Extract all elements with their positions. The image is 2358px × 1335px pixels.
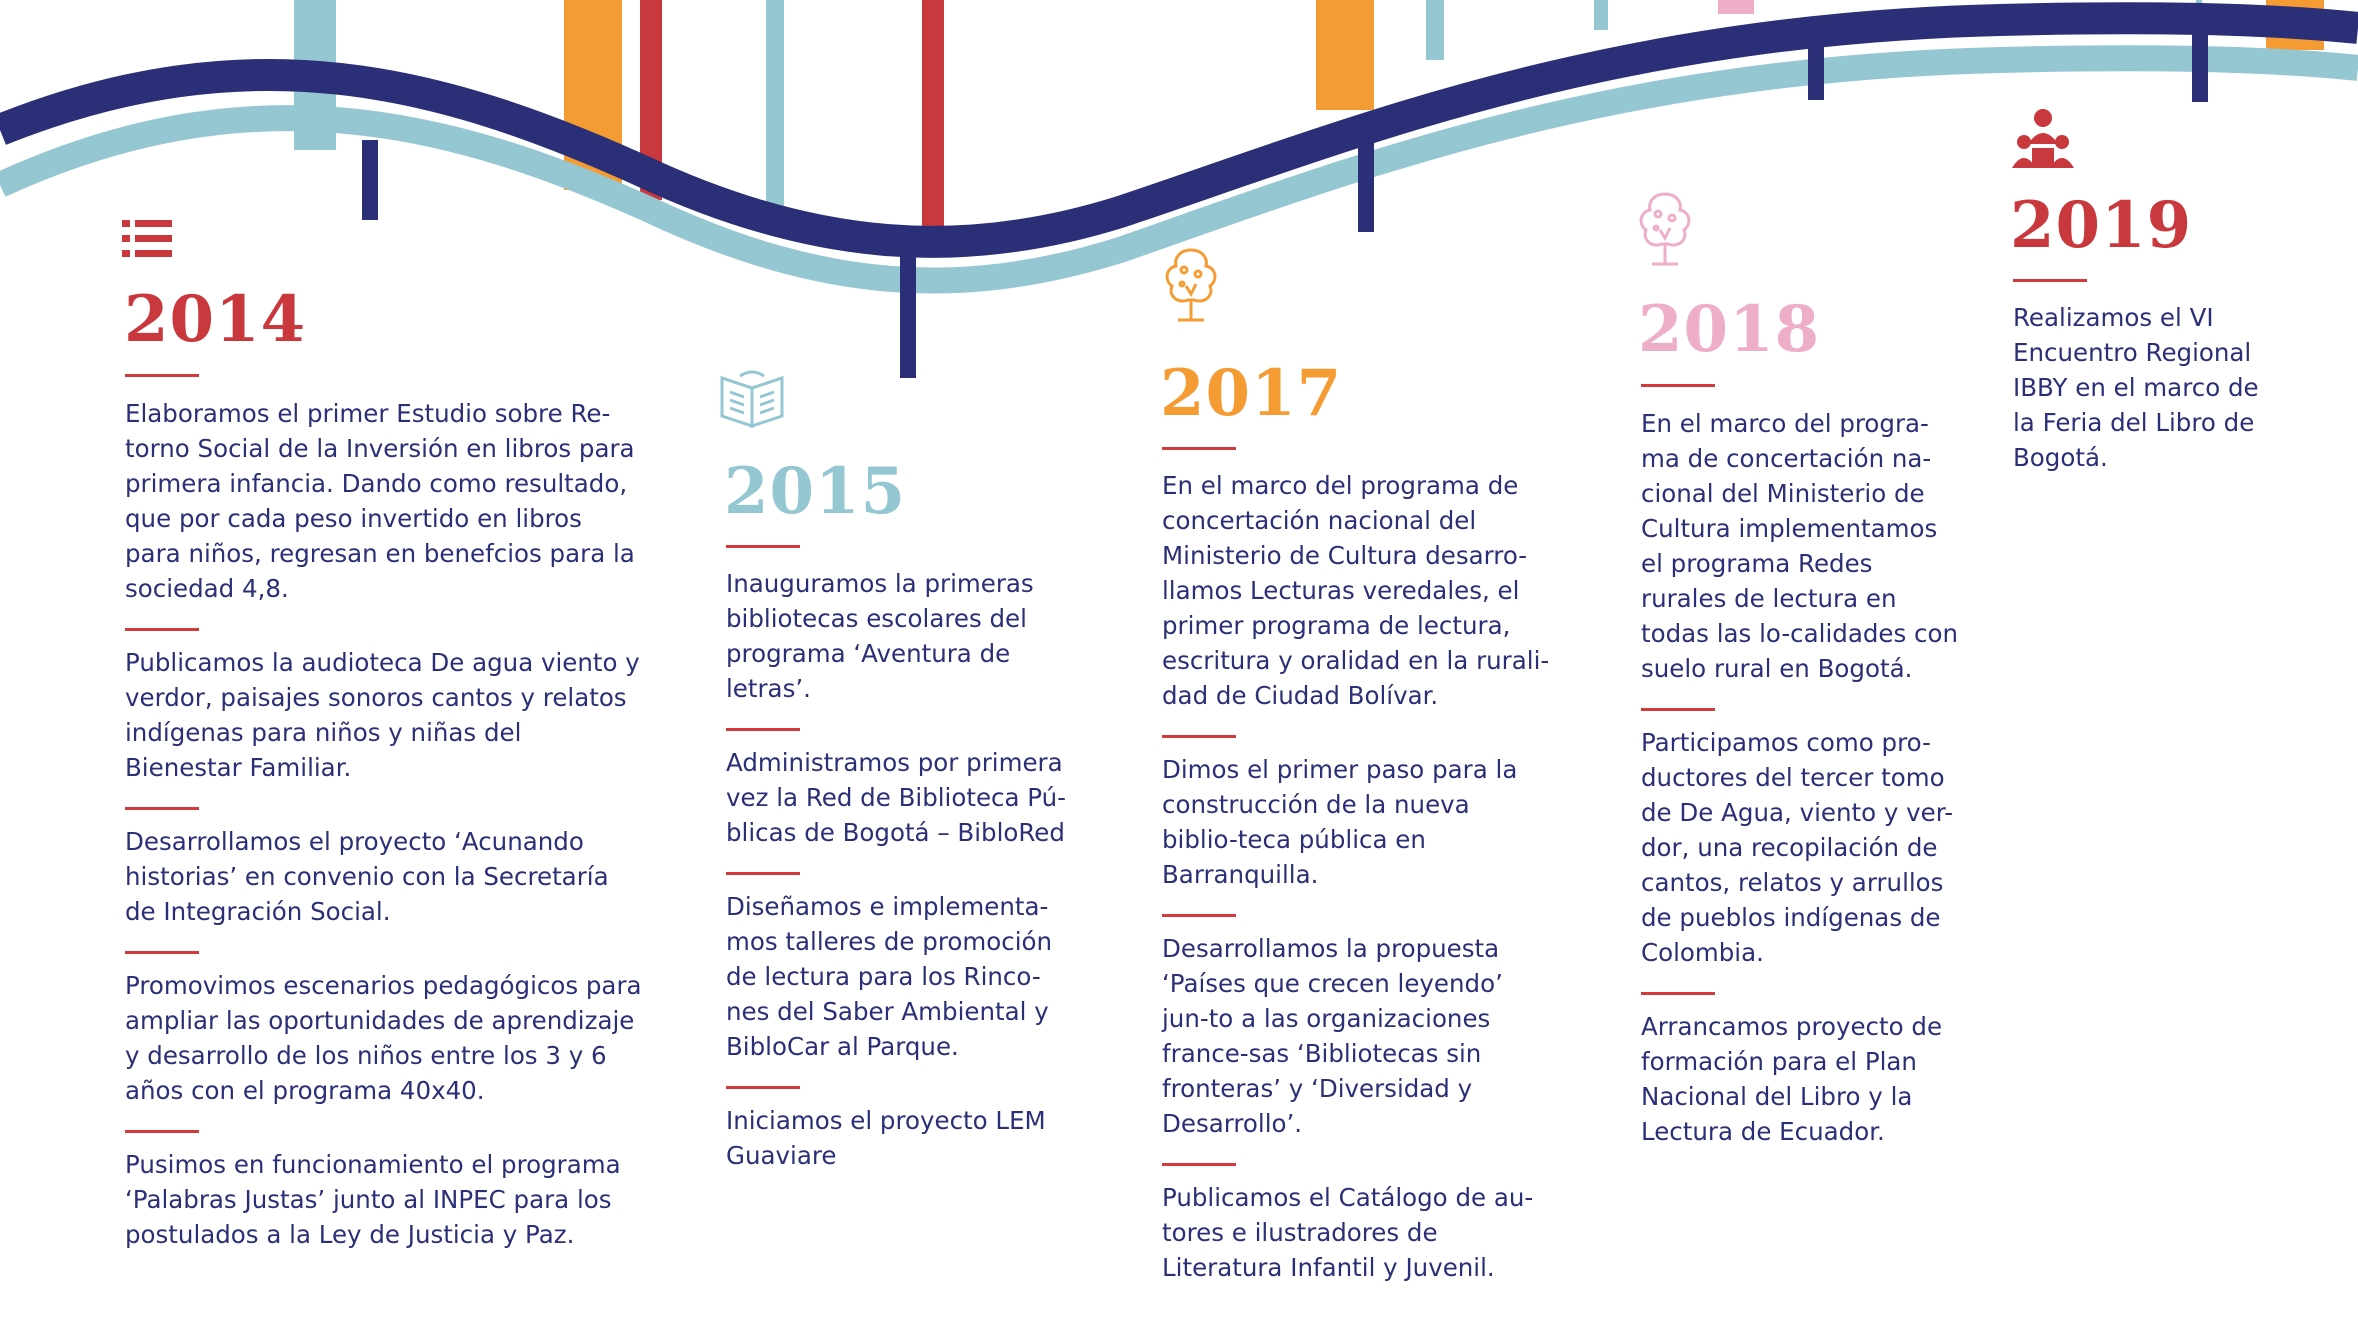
tree-icon (1160, 246, 1222, 324)
stripe (766, 0, 784, 230)
decorative-wave-header (0, 0, 2358, 400)
year-2018-entries (1641, 406, 1961, 1149)
divider (726, 545, 800, 548)
entry: Publicamos la audioteca De agua viento y verdor, paisajes sonoros cantos y relatos indígenas para niños y niñas del Bienestar Familiar. (125, 648, 640, 782)
year-2015-entries (726, 566, 1066, 1173)
divider (125, 628, 199, 631)
divider (125, 951, 199, 954)
year-2018-heading: 2018 (1638, 292, 1821, 367)
entry: Arrancamos proyecto de formación para el Plan Nacional del Libro y la Lectura de Ecuador. (1641, 1012, 1943, 1146)
divider (1641, 708, 1715, 711)
divider (1641, 384, 1715, 387)
year-2014-entries (125, 396, 645, 1252)
divider (2013, 279, 2087, 282)
divider (125, 807, 199, 810)
entry: En el marco del programa de concertación nacional del Ministerio de Cultura desarro-llamos Lecturas veredales, el primer programa de lectura, escritura y oralidad en la rurali-dad de Ciudad Bolívar. (1162, 471, 1550, 710)
stripe (1594, 0, 1608, 30)
divider (1162, 914, 1236, 917)
year-2019-heading: 2019 (2010, 188, 2193, 263)
entry: Participamos como pro-ductores del tercer tomo de De Agua, viento y ver-dor, una recopilación de cantos, relatos y arrullos de pueblos indígenas de Colombia. (1641, 728, 1954, 967)
year-2014-heading: 2014 (124, 282, 307, 357)
divider (726, 1086, 800, 1089)
year-2017-entries (1162, 468, 1552, 1285)
people-icon (2010, 108, 2076, 172)
entry: Elaboramos el primer Estudio sobre Re-torno Social de la Inversión en libros para primera infancia. Dando como resultado, que por cada peso invertido en libros para niños, regresan en benefcios para la sociedad 4,8. (125, 399, 635, 603)
divider (726, 872, 800, 875)
stripe (1718, 0, 1754, 14)
year-2019-entries (2013, 300, 2278, 475)
entry: Iniciamos el proyecto LEM Guaviare (726, 1106, 1046, 1170)
entry: Administramos por primera vez la Red de Biblioteca Pú-blicas de Bogotá – BibloRed (726, 748, 1067, 847)
pole (362, 140, 378, 220)
pole (2192, 20, 2208, 102)
divider (1162, 1163, 1236, 1166)
divider (1162, 447, 1236, 450)
entry: Pusimos en funcionamiento el programa ‘Palabras Justas’ junto al INPEC para los postulados a la Ley de Justicia y Paz. (125, 1150, 621, 1249)
stripe (922, 0, 944, 250)
open-book-icon (718, 370, 786, 430)
entry: En el marco del progra-ma de concertación na-cional del Ministerio de Cultura implementamos el programa Redes rurales de lectura en todas las lo-calidades con suelo rural en Bogotá. (1641, 409, 1959, 683)
pole (1808, 30, 1824, 100)
entry: Inauguramos la primeras bibliotecas escolares del programa ‘Aventura de letras’. (726, 569, 1034, 703)
stripe (1316, 0, 1374, 110)
list-icon (122, 218, 172, 260)
divider (1641, 992, 1715, 995)
divider (726, 728, 800, 731)
pole (1358, 130, 1374, 232)
year-2017-heading: 2017 (1160, 356, 1343, 431)
entry: Dimos el primer paso para la construcción de la nueva biblio-teca pública en Barranquilla. (1162, 755, 1518, 889)
entry: Publicamos el Catálogo de au-tores e ilustradores de Literatura Infantil y Juvenil. (1162, 1183, 1534, 1282)
year-2015-heading: 2015 (724, 454, 907, 529)
entry: Desarrollamos el proyecto ‘Acunando historias’ en convenio con la Secretaría de Integración Social. (125, 827, 609, 926)
stripe (1426, 0, 1444, 60)
divider (125, 1130, 199, 1133)
entry: Promovimos escenarios pedagógicos para ampliar las oportunidades de aprendizaje y desarrollo de los niños entre los 3 y 6 años con el programa 40x40. (125, 971, 642, 1105)
tree-icon (1634, 190, 1696, 268)
pole (900, 240, 916, 378)
divider (1162, 735, 1236, 738)
entry: Desarrollamos la propuesta ‘Países que crecen leyendo’ jun-to a las organizaciones france-sas ‘Bibliotecas sin fronteras’ y ‘Diversidad y Desarrollo’. (1162, 934, 1503, 1138)
entry: Diseñamos e implementa-mos talleres de promoción de lectura para los Rinco-nes del Saber Ambiental y BibloCar al Parque. (726, 892, 1053, 1061)
entry: Realizamos el VI Encuentro Regional IBBY en el marco de la Feria del Libro de Bogotá. (2013, 303, 2259, 472)
divider (125, 374, 199, 377)
